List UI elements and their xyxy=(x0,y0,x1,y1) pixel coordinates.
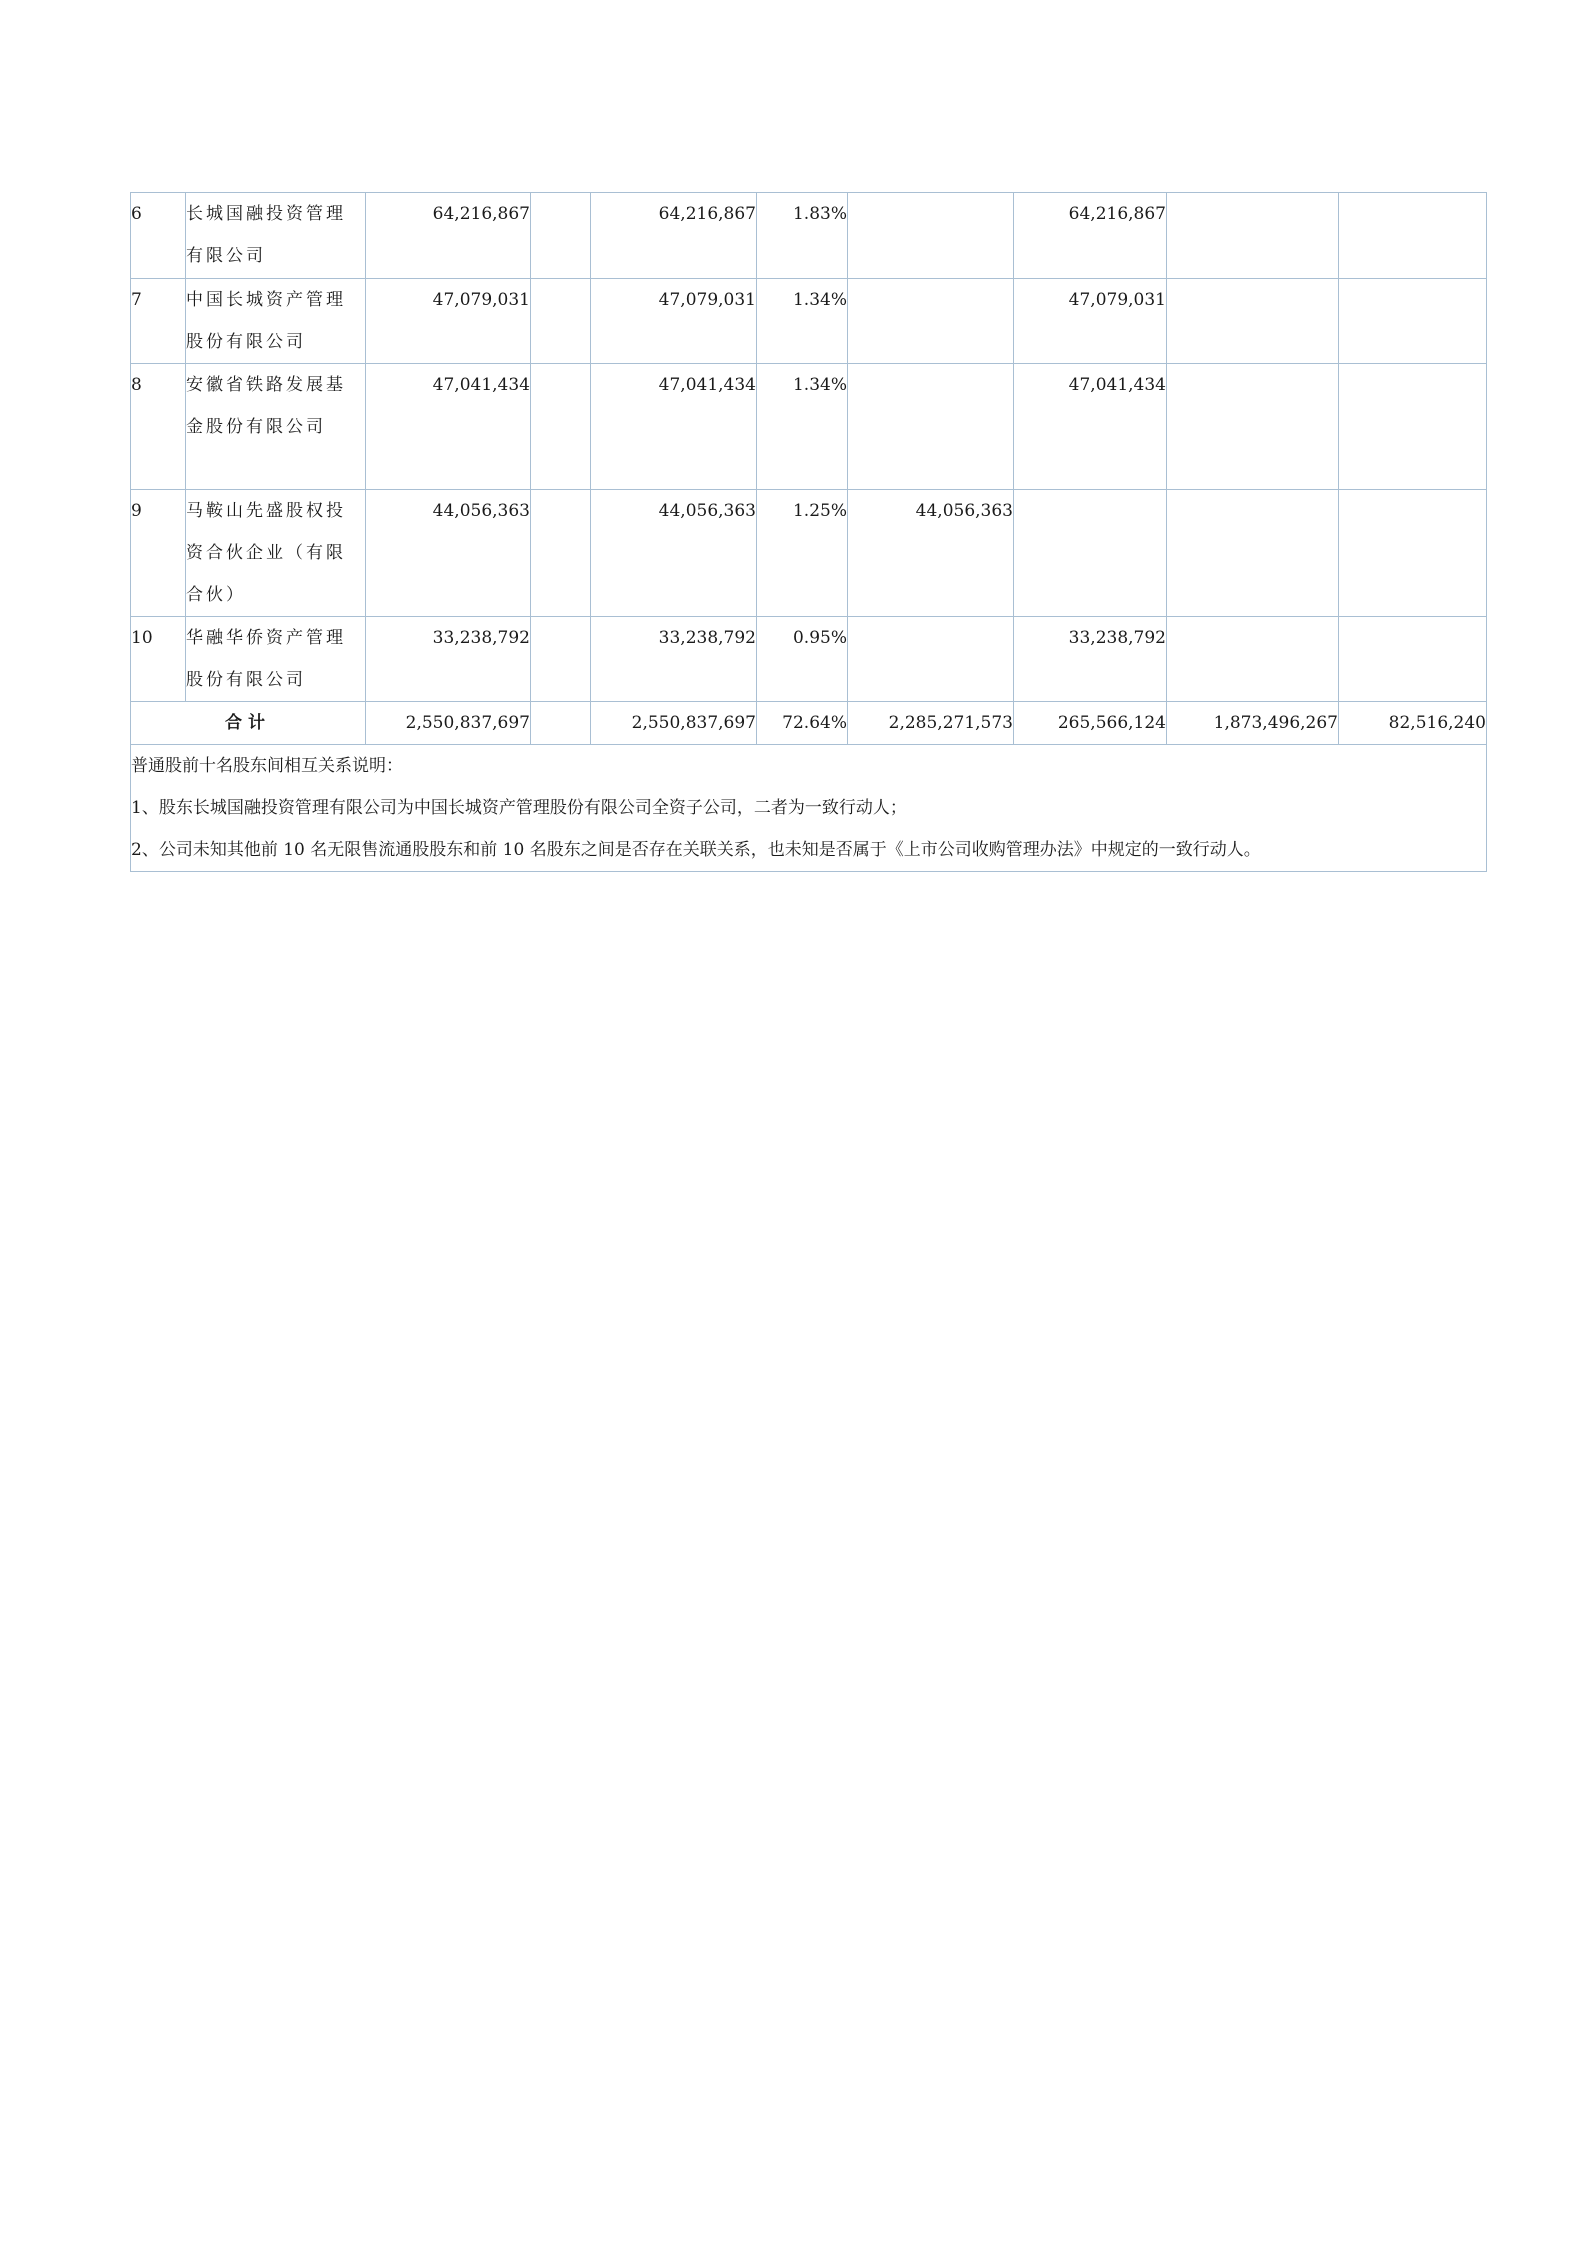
note-row xyxy=(131,745,1487,872)
restricted-shares xyxy=(848,193,1014,279)
shares-held: 44,056,363 xyxy=(366,490,531,617)
shares-change xyxy=(531,490,591,617)
share-ratio: 1.34% xyxy=(757,364,848,490)
total-shares-change xyxy=(531,702,591,745)
frozen-shares xyxy=(1339,193,1487,279)
unrestricted-shares: 33,238,792 xyxy=(1014,617,1167,702)
frozen-shares xyxy=(1339,279,1487,364)
total-label: 合计 xyxy=(131,702,366,745)
pledged-shares xyxy=(1167,364,1339,490)
shares-change xyxy=(531,193,591,279)
total-restricted-shares: 2,285,271,573 xyxy=(848,702,1014,745)
shareholder-table xyxy=(130,192,1487,872)
total-pledged-shares: 1,873,496,267 xyxy=(1167,702,1339,745)
share-ratio: 1.25% xyxy=(757,490,848,617)
frozen-shares xyxy=(1339,364,1487,490)
total-frozen-shares: 82,516,240 xyxy=(1339,702,1487,745)
table-row xyxy=(131,490,1487,617)
shareholder-name: 中国长城资产管理股份有限公司 xyxy=(186,279,366,364)
table-row xyxy=(131,364,1487,490)
shares-held: 64,216,867 xyxy=(366,193,531,279)
total-share-ratio: 72.64% xyxy=(757,702,848,745)
row-index: 9 xyxy=(131,490,186,617)
pledged-shares xyxy=(1167,279,1339,364)
table-body xyxy=(131,193,1487,872)
share-ratio: 0.95% xyxy=(757,617,848,702)
pledged-shares xyxy=(1167,617,1339,702)
unrestricted-shares: 47,079,031 xyxy=(1014,279,1167,364)
restricted-shares: 44,056,363 xyxy=(848,490,1014,617)
shares-total: 47,079,031 xyxy=(591,279,757,364)
shares-total: 47,041,434 xyxy=(591,364,757,490)
total-unrestricted-shares: 265,566,124 xyxy=(1014,702,1167,745)
pledged-shares xyxy=(1167,193,1339,279)
row-index: 8 xyxy=(131,364,186,490)
row-index: 10 xyxy=(131,617,186,702)
frozen-shares xyxy=(1339,617,1487,702)
table-row xyxy=(131,279,1487,364)
shareholder-name: 华融华侨资产管理股份有限公司 xyxy=(186,617,366,702)
share-ratio: 1.34% xyxy=(757,279,848,364)
shares-total: 64,216,867 xyxy=(591,193,757,279)
table-row xyxy=(131,193,1487,279)
note-line-1: 1、股东长城国融投资管理有限公司为中国长城资产管理股份有限公司全资子公司，二者为一致行动人； xyxy=(131,798,907,818)
unrestricted-shares: 47,041,434 xyxy=(1014,364,1167,490)
row-index: 7 xyxy=(131,279,186,364)
unrestricted-shares: 64,216,867 xyxy=(1014,193,1167,279)
shares-change xyxy=(531,364,591,490)
total-shares-total: 2,550,837,697 xyxy=(591,702,757,745)
note-line-2: 2、公司未知其他前 10 名无限售流通股股东和前 10 名股东之间是否存在关联关系，也未知是否属于《上市公司收购管理办法》中规定的一致行动人。 xyxy=(131,840,1261,860)
restricted-shares xyxy=(848,617,1014,702)
pledged-shares xyxy=(1167,490,1339,617)
shares-total: 33,238,792 xyxy=(591,617,757,702)
total-row xyxy=(131,702,1487,745)
shares-total: 44,056,363 xyxy=(591,490,757,617)
relationship-note xyxy=(131,745,1487,872)
shares-held: 47,041,434 xyxy=(366,364,531,490)
restricted-shares xyxy=(848,279,1014,364)
shares-held: 47,079,031 xyxy=(366,279,531,364)
shares-change xyxy=(531,279,591,364)
share-ratio: 1.83% xyxy=(757,193,848,279)
total-shares-held: 2,550,837,697 xyxy=(366,702,531,745)
shares-held: 33,238,792 xyxy=(366,617,531,702)
frozen-shares xyxy=(1339,490,1487,617)
shareholder-name: 马鞍山先盛股权投资合伙企业（有限合伙） xyxy=(186,490,366,617)
table-row xyxy=(131,617,1487,702)
unrestricted-shares xyxy=(1014,490,1167,617)
shareholder-name: 长城国融投资管理有限公司 xyxy=(186,193,366,279)
shareholder-name: 安徽省铁路发展基金股份有限公司 xyxy=(186,364,366,490)
restricted-shares xyxy=(848,364,1014,490)
shares-change xyxy=(531,617,591,702)
row-index: 6 xyxy=(131,193,186,279)
note-title: 普通股前十名股东间相互关系说明： xyxy=(131,756,403,776)
